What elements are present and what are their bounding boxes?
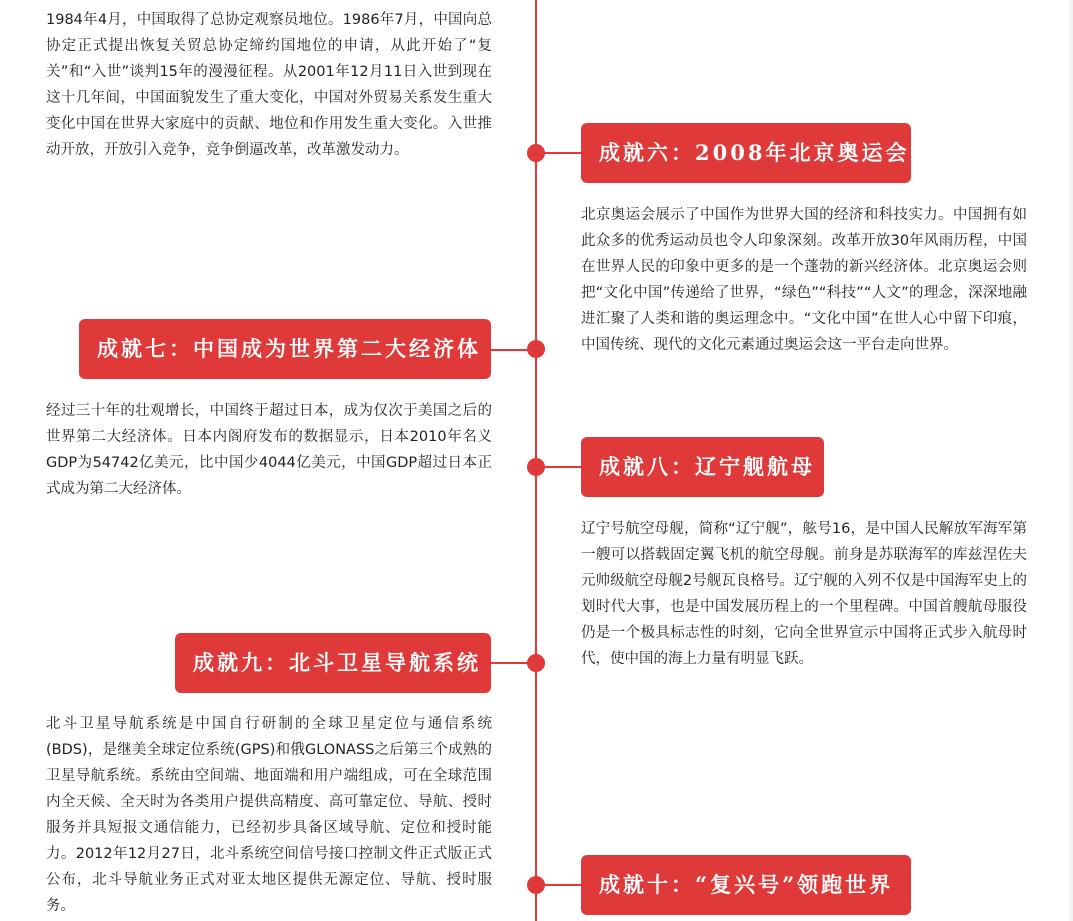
timeline-connector: [490, 662, 536, 664]
timeline-connector: [536, 466, 582, 468]
achievement-8-paragraph: 辽宁号航空母舰，简称“辽宁舰”，舷号16，是中国人民解放军海军第一艘可以搭载固定翼飞机的航空母舰。前身是苏联海军的库兹涅佐夫元帅级航空母舰2号舰瓦良格号。辽宁舰的入列不仅是中国海军史上的划时代大事，也是中国发展历程上的一个里程碑。中国首艘航母服役仍是一个极具标志性的时刻，它向全世界宣示中国将正式步入航母时代，使中国的海上力量有明显飞跃。: [581, 521, 1027, 667]
achievement-8-title: 成就八：辽宁舰航母: [581, 437, 824, 497]
achievement-9-paragraph: 北斗卫星导航系统是中国自行研制的全球卫星定位与通信系统(BDS)，是继美全球定位系统(GPS)和俄GLONASS之后第三个成熟的卫星导航系统。系统由空间端、地面端和用户端组成，可在全球范围内全天候、全天时为各类用户提供高精度、高可靠定位、导航、授时服务并具短报文通信能力，已经初步具备区域导航、定位和授时能力。2012年12月27日，北斗系统空间信号接口控制文件正式版正式公布，北斗导航业务正式对亚太地区提供无源定位、导航、授时服务。: [46, 716, 492, 914]
achievement-7-paragraph: 经过三十年的壮观增长，中国终于超过日本，成为仅次于美国之后的世界第二大经济体。日本内阁府发布的数据显示，日本2010年名义GDP为54742亿美元，比中国少4044亿美元，中国GDP超过日本正式成为第二大经济体。: [46, 403, 492, 497]
timeline-connector: [536, 884, 582, 886]
paragraph-accession: 1984年4月，中国取得了总协定观察员地位。1986年7月，中国向总协定正式提出恢复关贸总协定缔约国地位的申请，从此开始了“复关”和“入世”谈判15年的漫漫征程。从2001年12月11日入世到现在这十几年间，中国面貌发生了重大变化，中国对外贸易关系发生重大变化中国在世界大家庭中的贡献、地位和作用发生重大变化。入世推动开放，开放引入竞争，竞争倒逼改革，改革激发动力。: [46, 12, 492, 158]
page-edge: [1069, 0, 1073, 921]
timeline-connector: [490, 349, 536, 351]
achievement-10-title: 成就十：“复兴号”领跑世界: [581, 855, 911, 915]
timeline-connector: [536, 152, 582, 154]
achievement-9-title: 成就九：北斗卫星导航系统: [175, 633, 491, 693]
achievement-7-title: 成就七：中国成为世界第二大经济体: [79, 319, 491, 379]
achievement-6-paragraph: 北京奥运会展示了中国作为世界大国的经济和科技实力。中国拥有如此众多的优秀运动员也令人印象深刻。改革开放30年风雨历程，中国在世界人民的印象中更多的是一个蓬勃的新兴经济体。北京奥运会则把“文化中国”传递给了世界，“绿色”“科技”“人文”的理念，深深地融进汇聚了人类和谐的奥运理念中。“文化中国”在世人心中留下印痕，中国传统、现代的文化元素通过奥运会这一平台走向世界。: [581, 207, 1027, 353]
achievement-6-title: 成就六：2008年北京奥运会: [581, 123, 911, 183]
